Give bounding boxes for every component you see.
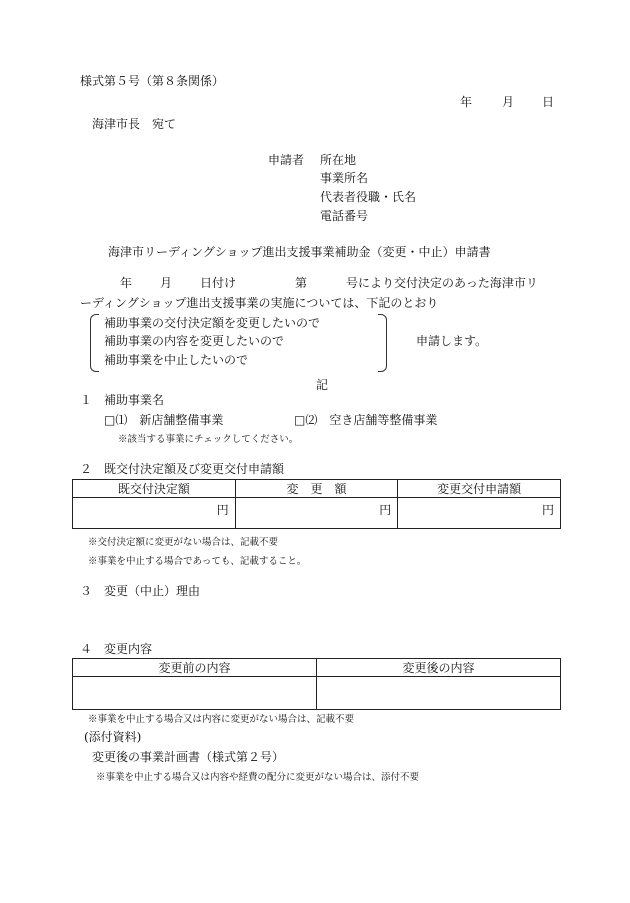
project-option-new-store[interactable]: □⑴ 新店舗整備事業	[104, 413, 224, 427]
section2-note-1: ※交付決定額に変更がない場合は、記載不要	[88, 537, 279, 548]
change-amount-cell[interactable]	[235, 498, 398, 529]
body-line1-text: 号により交付決定のあった海津市リ	[346, 276, 538, 290]
option-amount-change: 補助事業の交付決定額を変更したいので	[104, 316, 321, 330]
document-title: 海津市リーディングショップ進出支援事業補助金（変更・中止）申請書	[108, 245, 491, 259]
applicant-phone: 電話番号	[320, 209, 369, 223]
ki-label: 記	[316, 378, 329, 392]
request-text: 申請します。	[416, 334, 488, 348]
addressee: 海津市長 宛て	[92, 117, 177, 131]
body-day: 日付け	[200, 276, 237, 290]
attachments-heading: (添付資料)	[84, 730, 142, 744]
left-brace	[90, 314, 99, 372]
body-dai: 第	[295, 276, 308, 290]
body-line2: ーディングショップ進出支援事業の実施については、下記のとおり	[80, 296, 439, 310]
section1-note: ※該当する事業にチェックしてください。	[118, 434, 299, 445]
header-previous-amount: 既交付決定額	[73, 480, 236, 498]
applicant-representative: 代表者役職・氏名	[320, 190, 417, 204]
section3-heading: ３ 変更（中止）理由	[80, 584, 201, 598]
body-year: 年	[120, 276, 133, 290]
option-cancel: 補助事業を中止したいので	[104, 353, 249, 367]
header-change-amount: 変 更 額	[235, 480, 398, 498]
previous-amount-cell[interactable]	[73, 498, 236, 529]
section4-heading: ４ 変更内容	[80, 642, 153, 656]
section2-heading: ２ 既交付決定額及び変更交付申請額	[80, 462, 285, 476]
attachment-item: 変更後の事業計画書（様式第２号）	[92, 750, 285, 764]
attachment-note: ※事業を中止する場合又は内容や経費の配分に変更がない場合は、添付不要	[96, 772, 420, 783]
form-number: 様式第５号（第８条関係）	[80, 74, 225, 88]
applicant-business-name: 事業所名	[320, 171, 369, 185]
date-day: 日	[542, 95, 555, 109]
yen-unit: 円	[541, 503, 554, 517]
after-content-cell[interactable]	[317, 677, 561, 710]
right-brace	[378, 314, 387, 372]
section1-heading: １ 補助事業名	[80, 393, 165, 407]
project-option-vacant-store[interactable]: □⑵ 空き店舗等整備事業	[294, 413, 438, 427]
applicant-address: 所在地	[320, 153, 357, 167]
applicant-label: 申請者	[268, 153, 305, 167]
option-content-change: 補助事業の内容を変更したいので	[104, 334, 285, 348]
date-month: 月	[502, 95, 515, 109]
before-content-cell[interactable]	[73, 677, 317, 710]
amount-table	[72, 479, 561, 529]
new-amount-cell[interactable]	[398, 498, 561, 529]
body-month: 月	[160, 276, 173, 290]
yen-unit: 円	[379, 503, 392, 517]
header-before-content: 変更前の内容	[73, 659, 317, 677]
header-new-amount: 変更交付申請額	[398, 480, 561, 498]
yen-unit: 円	[216, 503, 229, 517]
change-content-table	[72, 658, 561, 710]
section2-note-2: ※事業を中止する場合であっても、記載すること。	[88, 556, 307, 567]
section4-note: ※事業を中止する場合又は内容に変更がない場合は、記載不要	[88, 714, 355, 725]
date-year: 年	[460, 95, 473, 109]
header-after-content: 変更後の内容	[317, 659, 561, 677]
